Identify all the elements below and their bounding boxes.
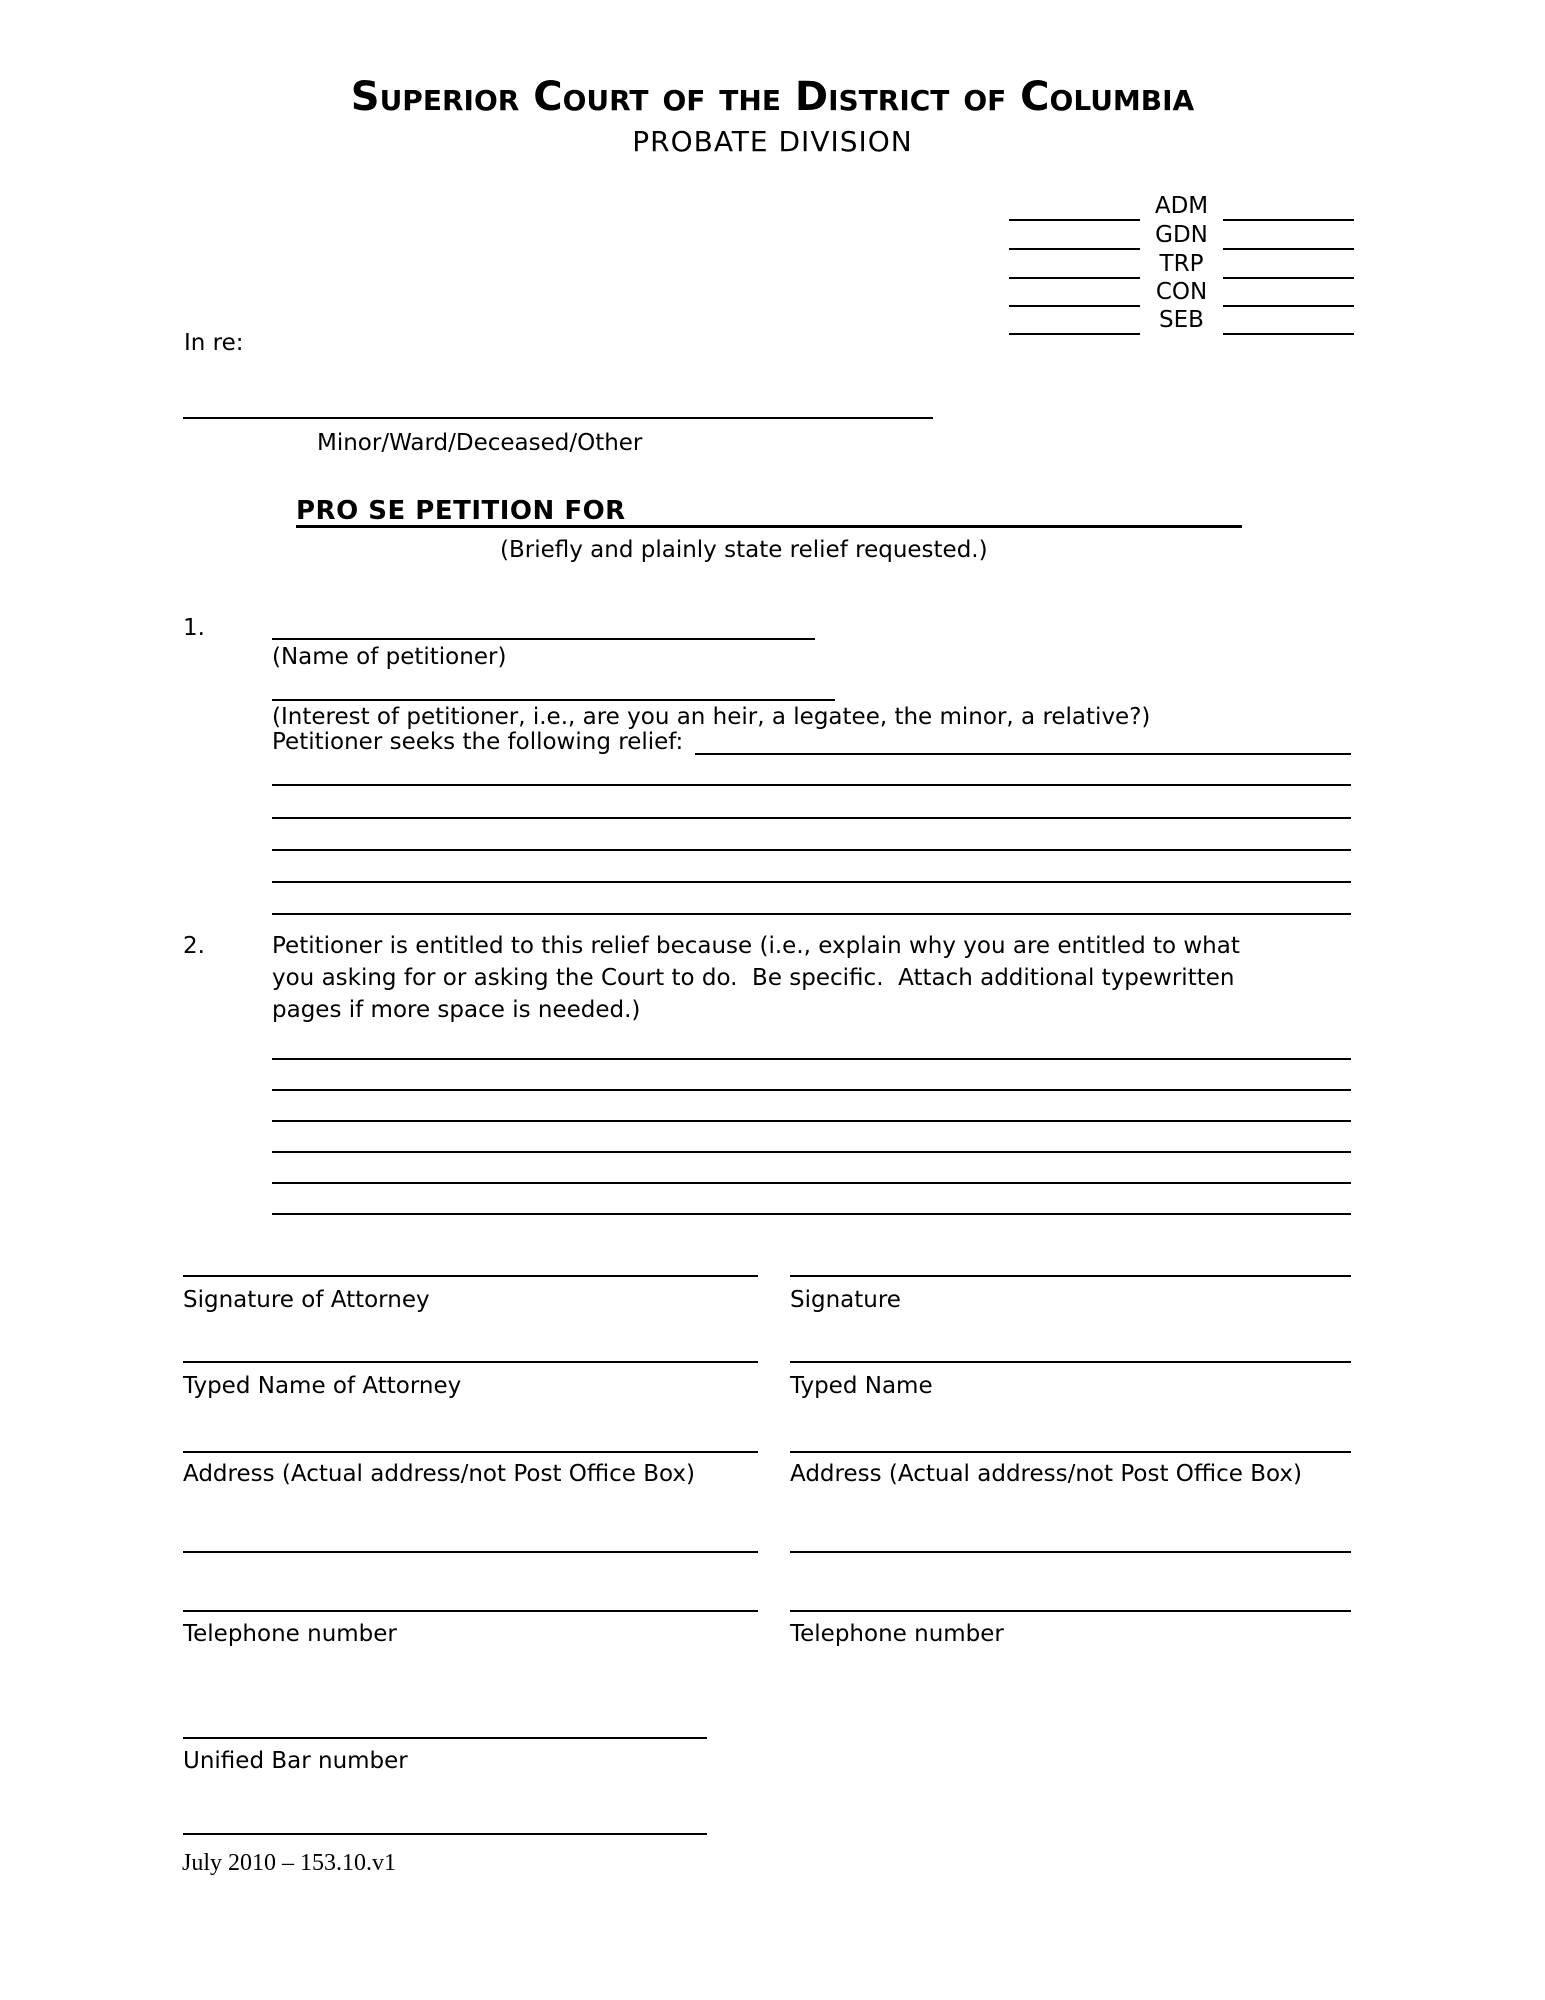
- attorney-telephone-label: Telephone number: [183, 1621, 397, 1647]
- attorney-bar-number-line[interactable]: [183, 1737, 707, 1739]
- petitioner-typed-name-line[interactable]: [790, 1361, 1351, 1363]
- attorney-extra-line[interactable]: [183, 1833, 707, 1835]
- reason-writing-line[interactable]: [272, 1089, 1351, 1091]
- reason-writing-line[interactable]: [272, 1182, 1351, 1184]
- case-code-label: ADM: [1154, 193, 1209, 219]
- petitioner-address-line-2[interactable]: [790, 1551, 1351, 1553]
- petitioner-address-label: Address (Actual address/not Post Office Box): [790, 1461, 1302, 1487]
- attorney-address-line-2[interactable]: [183, 1551, 758, 1553]
- petition-heading: PRO SE PETITION FOR: [296, 496, 626, 526]
- court-title: Superior Court of the District of Columbia: [350, 74, 1195, 120]
- petitioner-name-line[interactable]: [272, 638, 815, 640]
- case-code-fill-line[interactable]: [1223, 333, 1354, 335]
- in-re-label: In re:: [184, 330, 244, 356]
- case-code-label: SEB: [1159, 307, 1204, 333]
- division-title: PROBATE DIVISION: [632, 125, 913, 158]
- relief-fill-line[interactable]: [695, 749, 1351, 755]
- attorney-signature-line[interactable]: [183, 1275, 758, 1277]
- case-code-fill-line[interactable]: [1223, 219, 1354, 221]
- case-code-fill-line[interactable]: [1009, 333, 1140, 335]
- attorney-address-line[interactable]: [183, 1451, 758, 1453]
- reason-writing-line[interactable]: [272, 1151, 1351, 1153]
- entitlement-paragraph-line: you asking for or asking the Court to do. Be specific. Attach additional typewritten: [272, 965, 1235, 991]
- subject-name-line[interactable]: [183, 417, 933, 419]
- relief-writing-line[interactable]: [272, 913, 1351, 915]
- relief-writing-line[interactable]: [272, 784, 1351, 786]
- reason-writing-line[interactable]: [272, 1213, 1351, 1215]
- attorney-bar-number-label: Unified Bar number: [183, 1748, 408, 1774]
- item-1-number: 1.: [183, 615, 205, 641]
- case-code-label: GDN: [1155, 222, 1208, 248]
- attorney-address-label: Address (Actual address/not Post Office Box): [183, 1461, 695, 1487]
- relief-writing-line[interactable]: [272, 849, 1351, 851]
- petitioner-telephone-label: Telephone number: [790, 1621, 1004, 1647]
- petitioner-address-line[interactable]: [790, 1451, 1351, 1453]
- case-code-fill-line[interactable]: [1009, 277, 1140, 279]
- petitioner-interest-line[interactable]: [272, 699, 835, 701]
- relief-writing-line[interactable]: [272, 881, 1351, 883]
- entitlement-paragraph-line: Petitioner is entitled to this relief because (i.e., explain why you are entitled to what: [272, 933, 1240, 959]
- case-code-label: TRP: [1159, 251, 1204, 277]
- case-code-label: CON: [1155, 279, 1208, 305]
- petitioner-typed-name-label: Typed Name: [790, 1373, 933, 1399]
- case-code-fill-line[interactable]: [1009, 305, 1140, 307]
- petitioner-interest-caption: (Interest of petitioner, i.e., are you an heir, a legatee, the minor, a relative?): [272, 704, 1151, 730]
- case-code-fill-line[interactable]: [1223, 277, 1354, 279]
- relief-writing-line[interactable]: [272, 817, 1351, 819]
- reason-writing-line[interactable]: [272, 1058, 1351, 1060]
- case-code-fill-line[interactable]: [1223, 248, 1354, 250]
- petitioner-signature-line[interactable]: [790, 1275, 1351, 1277]
- subject-name-caption: Minor/Ward/Deceased/Other: [317, 430, 643, 456]
- petitioner-name-caption: (Name of petitioner): [272, 644, 507, 670]
- relief-request-row: [272, 729, 1351, 755]
- case-code-fill-line[interactable]: [1009, 219, 1140, 221]
- attorney-signature-label: Signature of Attorney: [183, 1287, 430, 1313]
- attorney-typed-name-label: Typed Name of Attorney: [183, 1373, 462, 1399]
- reason-writing-line[interactable]: [272, 1120, 1351, 1122]
- entitlement-paragraph-line: pages if more space is needed.): [272, 997, 641, 1023]
- petition-heading-row: [296, 497, 1242, 528]
- petitioner-signature-label: Signature: [790, 1287, 901, 1313]
- petitioner-telephone-line[interactable]: [790, 1610, 1351, 1612]
- case-code-fill-line[interactable]: [1223, 305, 1354, 307]
- petition-subtitle: (Briefly and plainly state relief requested.): [500, 537, 988, 563]
- form-version: July 2010 – 153.10.v1: [182, 1850, 397, 1876]
- attorney-typed-name-line[interactable]: [183, 1361, 758, 1363]
- case-code-fill-line[interactable]: [1009, 248, 1140, 250]
- item-2-number: 2.: [183, 933, 205, 959]
- relief-request-label: Petitioner seeks the following relief:: [272, 729, 684, 755]
- attorney-telephone-line[interactable]: [183, 1610, 758, 1612]
